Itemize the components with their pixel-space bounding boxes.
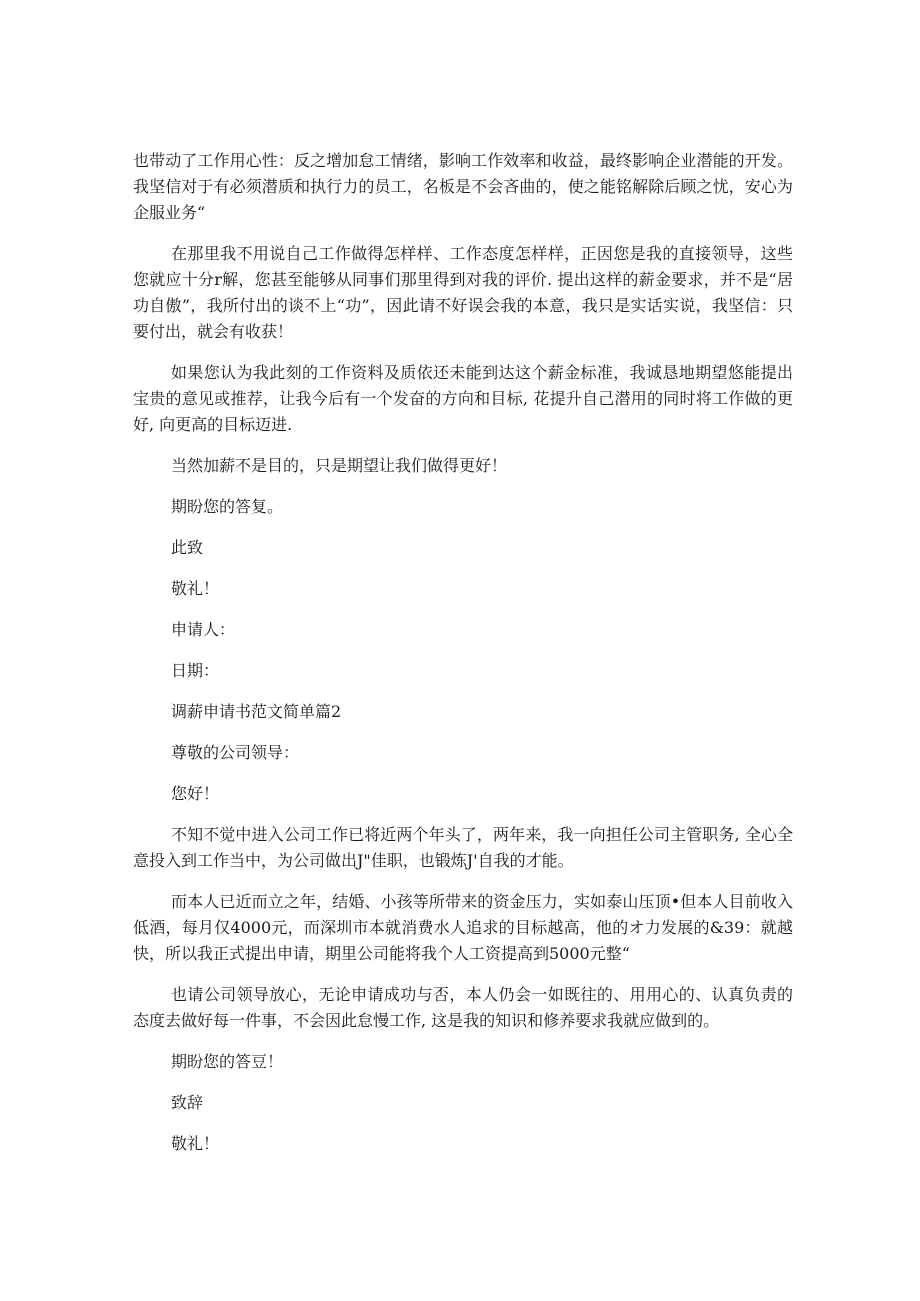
date-label: 日期： <box>171 661 220 680</box>
paragraph-feedback-request: 如果您认为我此刻的工作资料及质依还未能到达这个薪金标准，我诚恳地期望悠能提出宝贵的意见或推荐，让我今后有一个发奋的方向和目标, 花提升自己潜用的同时将工作做的更好, 向更高的目标迈进. <box>133 363 793 434</box>
paragraph-await-reply: 期盼您的答复。 <box>171 497 284 516</box>
paragraph-work-attitude: 在那里我不用说自己工作做得怎样样、工作态度怎样样，正因您是我的直接领导，这些您就应十分r解，您甚至能够从同事们那里得到对我的评价. 提出这样的薪金要求，并不是“居功自傲”，我所付出的谈不上“功”，因此请不好误会我的本意，我只是实话实说，我坚信：只要付出，就会有收获！ <box>133 244 793 341</box>
section-title: 调薪申请书范文简单篇2 <box>171 702 342 721</box>
paragraph-salary-request: 而本人已近而立之年，结婚、小孩等所带来的资金压力，实如泰山压顶•但本人目前收入低酒，每月仅4000元，而深圳市本就消费水人追求的目标越高，他的オ力发展的&39：就越快，所以我正式提出申请，期里公司能将我个人工资提高到5000元整“ <box>133 892 793 963</box>
paragraph-continuation: 也带动了工作用心性：反之增加怠工情绪，影响工作效率和收益，最终影响企业潜能的开发。我坚信对于有必须潜质和执行力的员工，名板是不会吝曲的，使之能铭解除后顾之忧，安心为企服业务“ <box>133 151 793 222</box>
closing-regards-2: 敬礼！ <box>171 1134 220 1153</box>
paragraph-purpose: 当然加薪不是目的，只是期望让我们做得更好！ <box>171 456 508 475</box>
closing-regards: 敬礼！ <box>171 579 220 598</box>
greeting-hello: 您好！ <box>171 784 220 803</box>
closing-salutation-2: 致辞 <box>171 1093 204 1112</box>
applicant-label: 申请人： <box>171 620 236 639</box>
paragraph-work-history: 不知不觉中进入公司工作已将近两个年头了，两年来，我一向担任公司主管职务, 全心全意投入到工作当中，为公司做出J"佳职，也锻炼J'自我的才能。 <box>133 825 793 870</box>
document-body <box>133 148 793 1172</box>
greeting-recipient: 尊敬的公司领导： <box>171 743 300 762</box>
closing-salutation: 此致 <box>171 538 204 557</box>
paragraph-await-reply-2: 期盼您的答豆！ <box>171 1052 284 1071</box>
paragraph-commitment: 也请公司领导放心，无论申请成功与否，本人仍会一如既往的、用用心的、认真负责的态度去做好每一件事，不会因此怠慢工作, 这是我的知识和修养要求我就应做到的。 <box>133 985 793 1030</box>
